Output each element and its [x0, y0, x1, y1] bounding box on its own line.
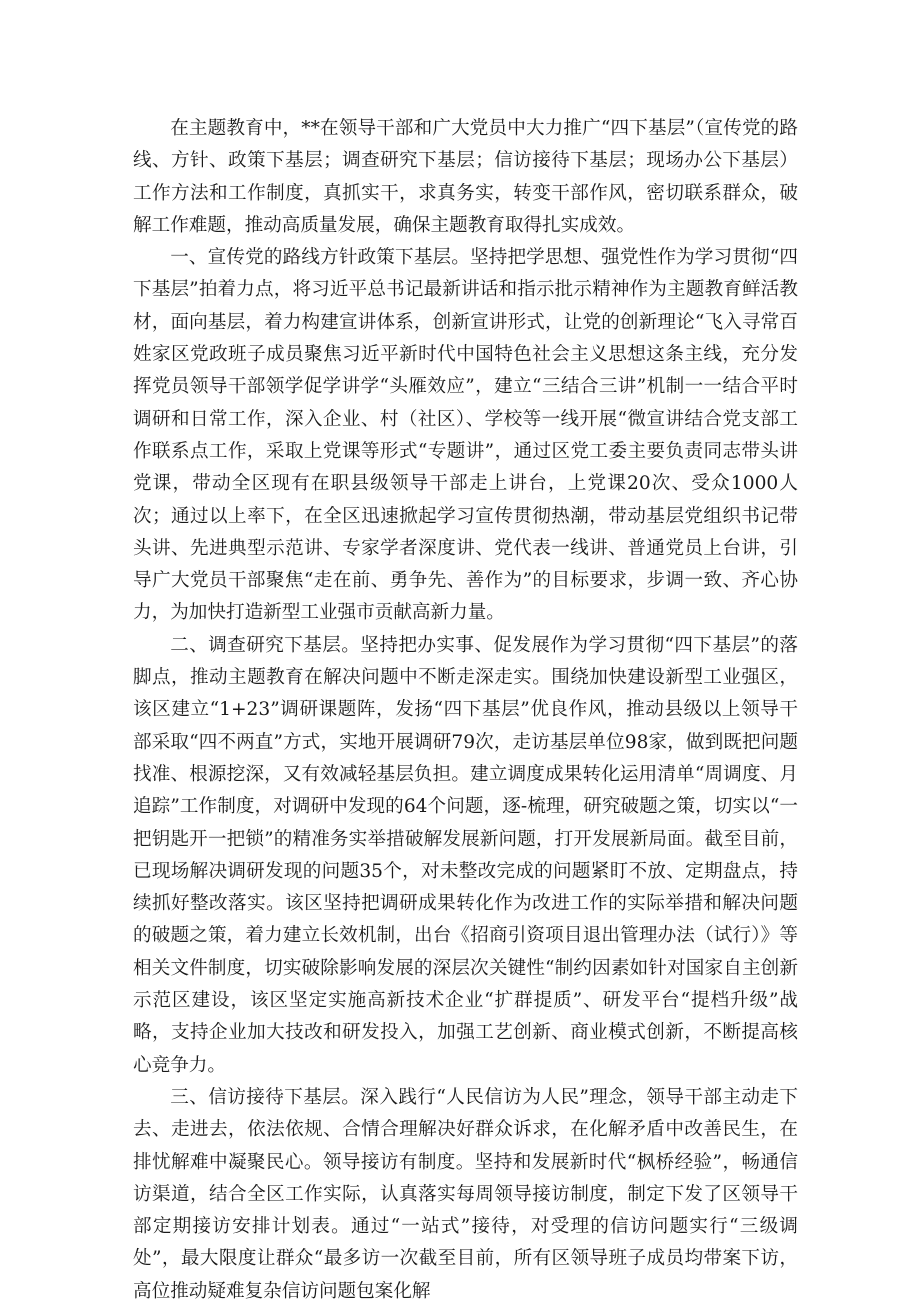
section-3-paragraph: 三、信访接待下基层。深入践行“人民信访为人民”理念，领导干部主动走下去、走进去，依法依规、合情合理解决好群众诉求，在化解矛盾中改善民生，在排忧解难中凝聚民心。领导接访有制度。坚持和发展新时代“枫桥经验”，畅通信访渠道，结合全区工作实际，认真落实每周领导接访制度，制定下发了区领导干部定期接访安排计划表。通过“一站式”接待，对受理的信访问题实行“三级调处”，最大限度让群众“最多访一次截至目前，所有区领导班子成员均带案下访，高位推动疑难复杂信访问题包案化解: [133, 1086, 798, 1302]
section-2-paragraph: 二、调查研究下基层。坚持把办实事、促发展作为学习贯彻“四下基层”的落脚点，推动主题教育在解决问题中不断走深走实。围绕加快建设新型工业强区，该区建立“1+23”调研课题阵，发扬“四下基层”优良作风，推动县级以上领导干部采取“四不两直”方式，实地开展调研79次，走访基层单位98家，做到既把问题找准、根源挖深，又有效减轻基层负担。建立调度成果转化运用清单“周调度、月追踪”工作制度，对调研中发现的64个问题，逐-梳理，研究破题之策，切实以“一把钥匙开一把锁”的精准务实举措破解发展新问题，打开发展新局面。截至目前，已现场解决调研发现的问题35个，对未整改完成的问题紧盯不放、定期盘点，持续抓好整改落实。该区坚持把调研成果转化作为改进工作的实际举措和解决问题的破题之策，着力建立长效机制，出台《招商引资项目退出管理办法（试行）》等相关文件制度，切实破除影响发展的深层次关键性“制约因素如针对国家自主创新示范区建设，该区坚定实施高新技术企业“扩群提质”、研发平台“提档升级”战略，支持企业加大技改和研发投入，加强工艺创新、商业模式创新，不断提高核心竞争力。: [133, 634, 798, 1076]
section-1-paragraph: 一、宣传党的路线方针政策下基层。坚持把学思想、强党性作为学习贯彻“四下基层”拍着力点，将习近平总书记最新讲话和指示批示精神作为主题教育鲜活教材，面向基层，着力构建宣讲体系，创新宣讲形式，让党的创新理论“飞入寻常百姓家区党政班子成员聚焦习近平新时代中国特色社会主义思想这条主线，充分发挥党员领导干部领学促学讲学“头雁效应”，建立“三结合三讲”机制一一结合平时调研和日常工作，深入企业、村（社区）、学校等一线开展“微宣讲结合党支部工作联系点工作，采取上党课等形式“专题讲”，通过区党工委主要负责同志带头讲党课，带动全区现有在职县级领导干部走上讲台，上党课20次、受众1000人次；通过以上率下，在全区迅速掀起学习宣传贯彻热潮，带动基层党组织书记带头讲、先进典型示范讲、专家学者深度讲、党代表一线讲、普通党员上台讲，引导广大党员干部聚焦“走在前、勇争先、善作为”的目标要求，步调一致、齐心协力，为加快打造新型工业强市贡献高新力量。: [133, 247, 798, 624]
intro-paragraph: 在主题教育中，**在领导干部和广大党员中大力推广“四下基层”（宣传党的路线、方针、政策下基层；调查研究下基层；信访接待下基层；现场办公下基层）工作方法和工作制度，真抓实干，求真务实，转变干部作风，密切联系群众，破解工作难题，推动高质量发展，确保主题教育取得扎实成效。: [133, 118, 798, 236]
document-body: [133, 113, 798, 1308]
